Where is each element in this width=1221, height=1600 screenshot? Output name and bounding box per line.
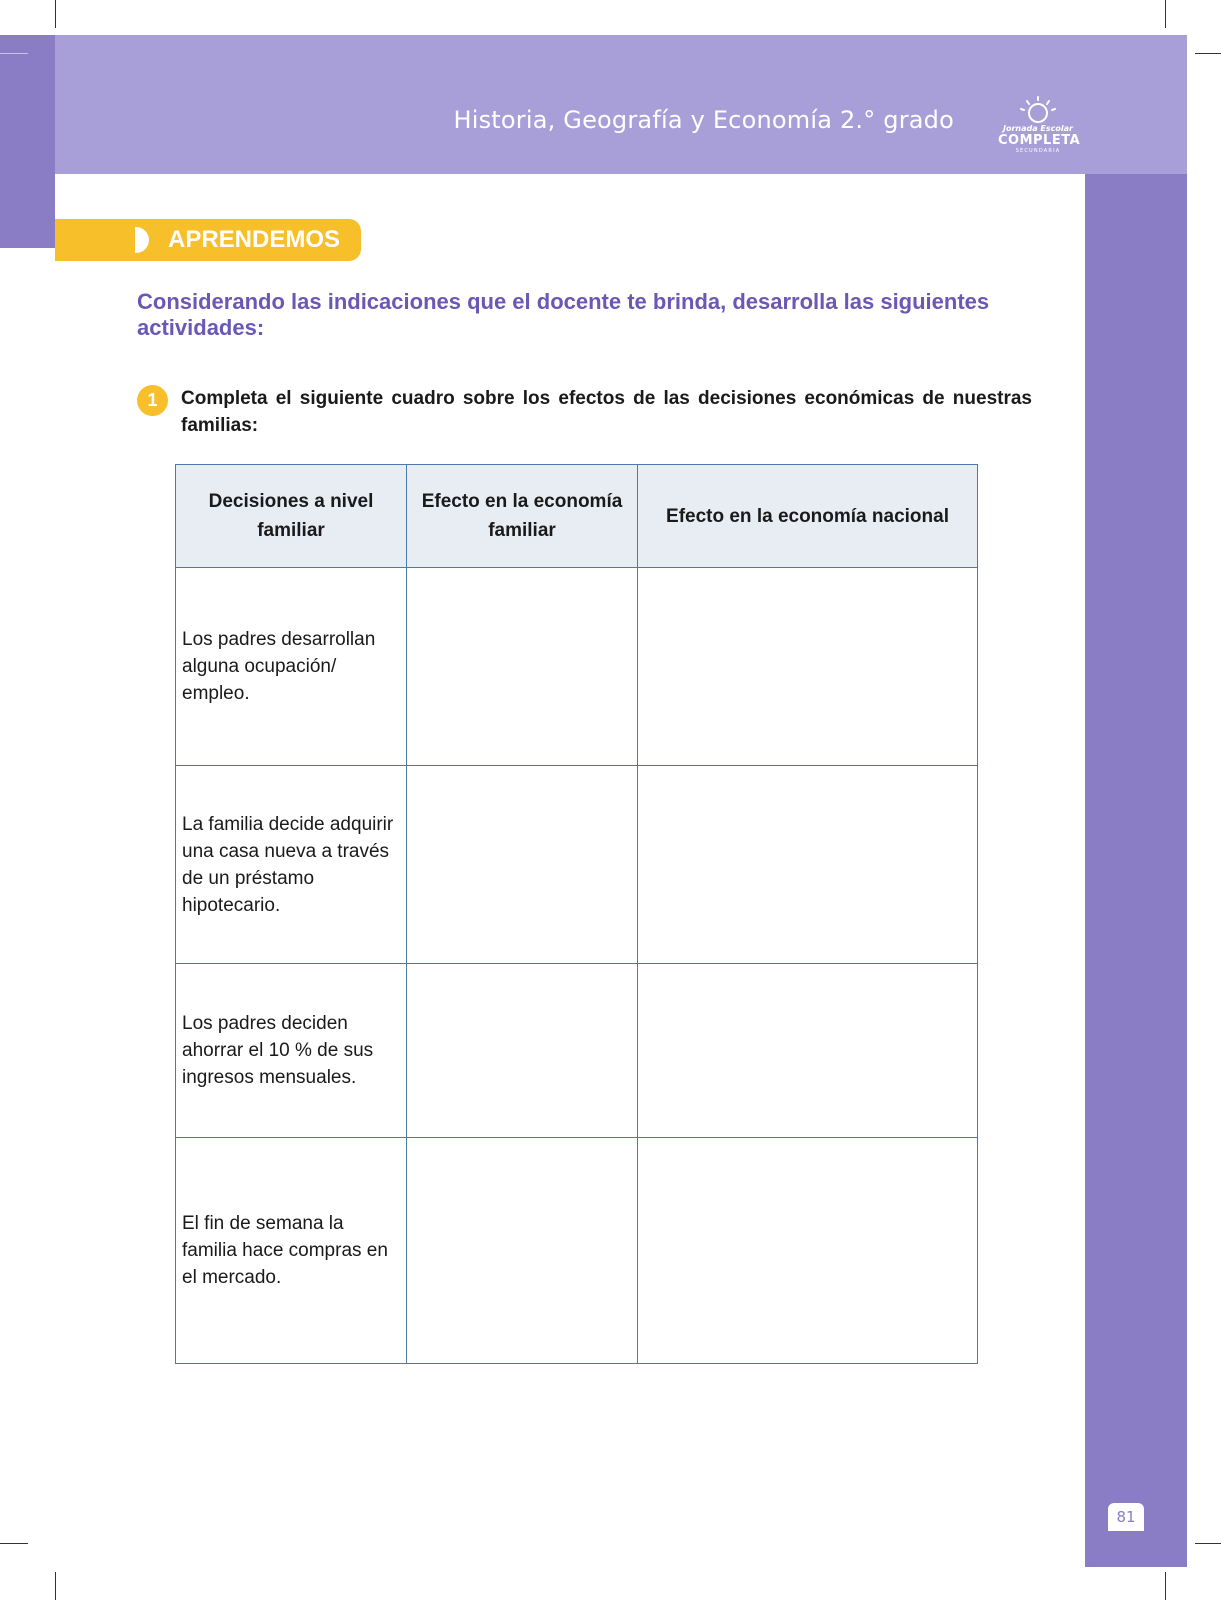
crop-mark xyxy=(1195,1543,1221,1544)
activity-text: Completa el siguiente cuadro sobre los efectos de las decisiones económicas de nuestras familias: xyxy=(181,388,1032,436)
answer-cell-nacional[interactable] xyxy=(638,1138,978,1364)
crop-mark xyxy=(55,0,56,28)
answer-cell-familiar[interactable] xyxy=(407,964,638,1138)
decision-cell: El fin de semana la familia hace compras en el mercado. xyxy=(176,1138,407,1364)
table-header-row xyxy=(176,465,978,568)
table-row xyxy=(176,568,978,766)
crop-mark xyxy=(1165,1572,1166,1600)
decision-cell: La familia decide adquirir una casa nueva a través de un préstamo hipotecario. xyxy=(176,766,407,964)
answer-cell-familiar[interactable] xyxy=(407,1138,638,1364)
column-header-decisiones: Decisiones a nivel familiar xyxy=(176,465,407,568)
right-margin-band xyxy=(1085,174,1187,1567)
instruction-text: Considerando las indicaciones que el docente te brinda, desarrolla las siguientes actividades: xyxy=(137,289,990,340)
header-title: Historia, Geografía y Economía 2.° grado xyxy=(453,106,954,134)
logo-text-secundaria: SECUNDARIA xyxy=(1015,148,1061,154)
table-row xyxy=(176,1138,978,1364)
jornada-escolar-logo xyxy=(998,95,1081,155)
answer-cell-nacional[interactable] xyxy=(638,964,978,1138)
left-tab-line xyxy=(0,53,28,54)
crop-mark xyxy=(55,1572,56,1600)
crop-mark xyxy=(1195,53,1221,54)
table-row xyxy=(176,766,978,964)
half-circle-icon xyxy=(135,227,149,253)
column-header-efecto-nacional: Efecto en la economía nacional xyxy=(638,465,978,568)
table-row xyxy=(176,964,978,1138)
section-label-aprendemos xyxy=(55,219,361,261)
decision-cell: Los padres desarrollan alguna ocupación/ empleo. xyxy=(176,568,407,766)
column-header-efecto-familiar: Efecto en la economía familiar xyxy=(407,465,638,568)
crop-mark xyxy=(0,1543,28,1544)
page-number: 81 xyxy=(1108,1503,1144,1531)
decision-cell: Los padres deciden ahorrar el 10 % de sus ingresos mensuales. xyxy=(176,964,407,1138)
logo-text-jornada: Jornada Escolar xyxy=(1003,124,1073,133)
answer-cell-nacional[interactable] xyxy=(638,568,978,766)
sun-icon xyxy=(998,95,1078,125)
answer-cell-familiar[interactable] xyxy=(407,766,638,964)
answer-cell-familiar[interactable] xyxy=(407,568,638,766)
answer-cell-nacional[interactable] xyxy=(638,766,978,964)
crop-mark xyxy=(1165,0,1166,28)
activity-number-badge: 1 xyxy=(137,385,168,416)
left-color-tab xyxy=(0,35,55,248)
section-label-text: APRENDEMOS xyxy=(168,226,341,253)
economic-decisions-table xyxy=(175,464,978,1364)
logo-text-completa: COMPLETA xyxy=(998,133,1081,148)
